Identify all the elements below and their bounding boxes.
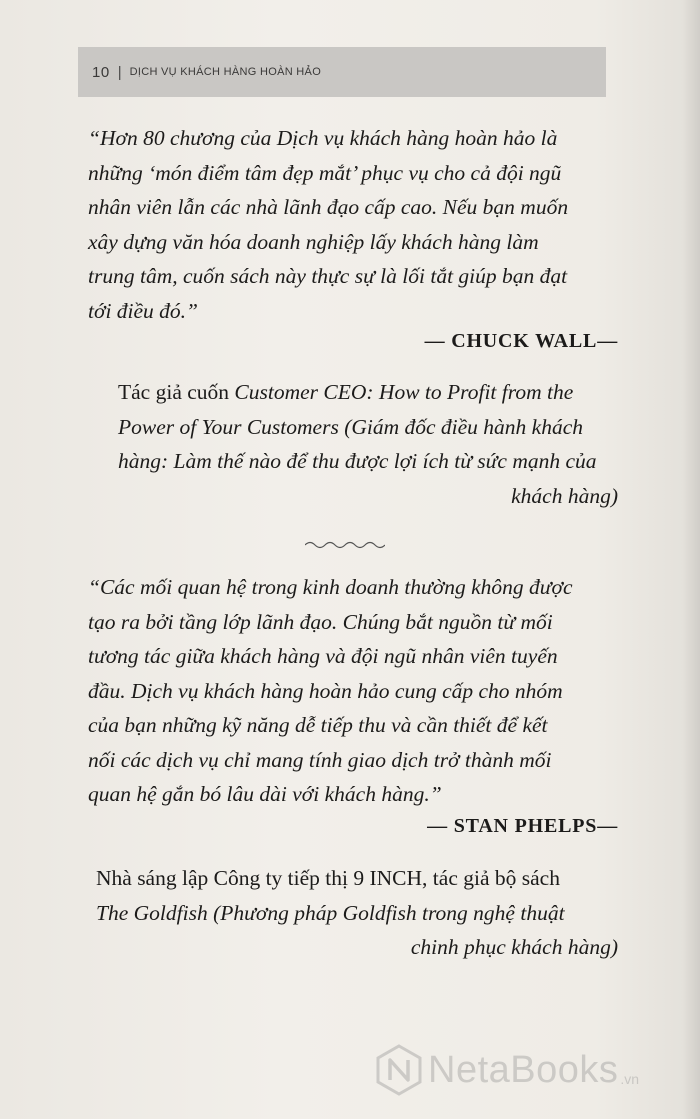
- quote-line: “Hơn 80 chương của Dịch vụ khách hàng hoàn hảo là: [88, 126, 558, 150]
- testimonial-author-1: — CHUCK WALL—: [424, 330, 618, 352]
- author-bio-1: [118, 375, 618, 513]
- running-header: [78, 47, 606, 97]
- testimonial-quote-1: [88, 121, 618, 328]
- header-separator: |: [117, 63, 122, 81]
- bio-line: [96, 896, 618, 931]
- bio-prefix: Tác giả cuốn: [118, 380, 235, 404]
- bio-line: Nhà sáng lập Công ty tiếp thị 9 INCH, tác giả bộ sách: [96, 866, 560, 890]
- bio-line: khách hàng): [511, 483, 618, 508]
- quote-line: quan hệ gắn bó lâu dài với khách hàng.”: [88, 782, 442, 806]
- quote-line: những ‘món điểm tâm đẹp mắt’ phục vụ cho cả đội ngũ: [88, 160, 562, 185]
- watermark-suffix: .vn: [620, 1071, 640, 1087]
- quote-line: của bạn những kỹ năng dễ tiếp thu và cần thiết để kết: [88, 713, 548, 737]
- bio-line: [118, 375, 618, 410]
- page-number: 10: [92, 63, 110, 81]
- quote-line: tương tác giữa khách hàng và đội ngũ nhân viên tuyến: [88, 644, 558, 668]
- book-title: The Goldfish: [96, 900, 208, 925]
- quote-line: xây dựng văn hóa doanh nghiệp lấy khách hàng làm: [88, 229, 539, 254]
- quote-line: tới điều đó.”: [88, 298, 199, 323]
- testimonial-quote-2: [88, 570, 618, 812]
- quote-line: “Các mối quan hệ trong kinh doanh thường không được: [88, 575, 573, 599]
- quote-line: nối các dịch vụ chỉ mang tính giao dịch trở thành mối: [88, 747, 552, 772]
- quote-line: đầu. Dịch vụ khách hàng hoàn hảo cung cấp cho nhóm: [88, 678, 563, 703]
- netabooks-watermark: [376, 1040, 639, 1100]
- wavy-divider: [305, 540, 385, 550]
- bio-line: hàng: Làm thế nào để thu được lợi ích từ sức mạnh của: [118, 449, 597, 473]
- bio-line: chinh phục khách hàng): [410, 935, 618, 959]
- testimonial-author-2: — STAN PHELPS—: [427, 815, 618, 837]
- quote-line: trung tâm, cuốn sách này thực sự là lối tắt giúp bạn đạt: [88, 264, 568, 288]
- bio-rest: (Phương pháp Goldfish trong nghệ thuật: [207, 900, 565, 925]
- book-title: Customer CEO: How to Profit from the: [234, 380, 574, 404]
- page-edge-shadow: [682, 0, 700, 1119]
- quote-line: nhân viên lẫn các nhà lãnh đạo cấp cao. Nếu bạn muốn: [88, 195, 569, 219]
- watermark-brand: NetaBooks: [428, 1048, 619, 1091]
- bio-line: Power of Your Customers (Giám đốc điều hành khách: [118, 414, 584, 439]
- netabooks-logo-icon: [376, 1044, 422, 1096]
- quote-line: tạo ra bởi tầng lớp lãnh đạo. Chúng bắt nguồn từ mối: [88, 609, 553, 634]
- author-bio-2: [96, 861, 618, 965]
- running-title: DỊCH VỤ KHÁCH HÀNG HOÀN HẢO: [129, 66, 322, 78]
